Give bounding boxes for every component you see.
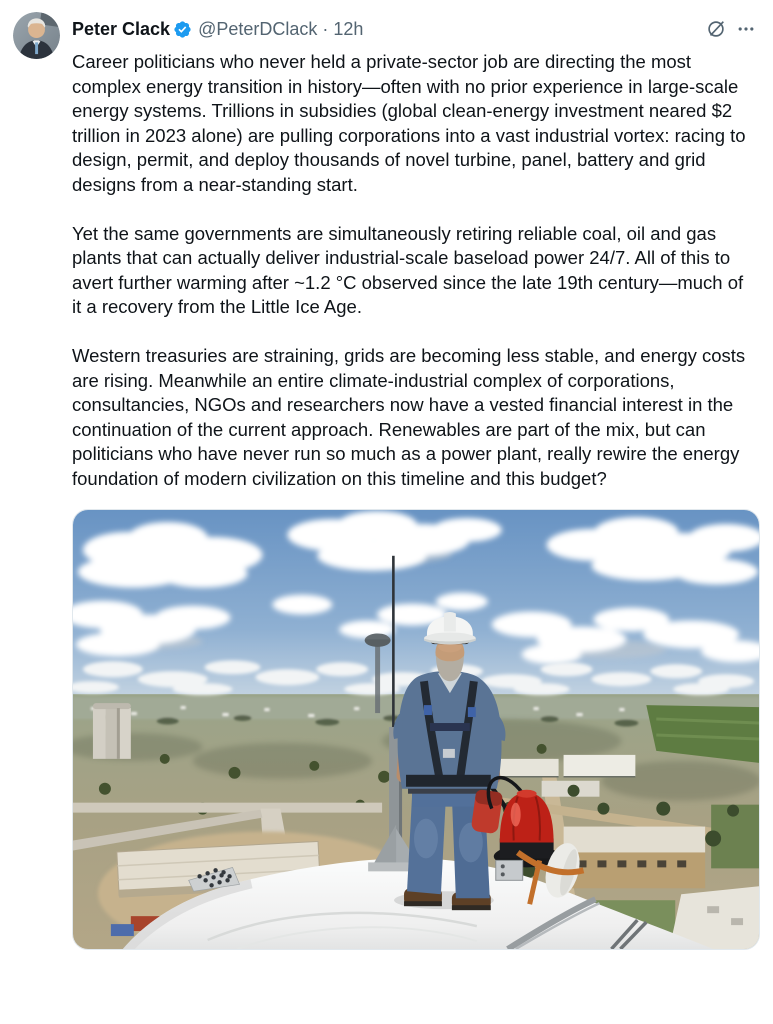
grok-actions-icon [705, 18, 727, 40]
tweet-text [72, 50, 748, 491]
wind-turbine-photo [73, 510, 759, 949]
separator-dot: · [322, 19, 329, 39]
avatar[interactable] [13, 12, 60, 59]
tweet-header [72, 14, 761, 44]
verified-badge-icon [173, 20, 192, 39]
timestamp[interactable]: 12h [333, 19, 364, 39]
grok-actions-button[interactable] [701, 14, 731, 44]
author-name[interactable]: Peter Clack [72, 19, 171, 39]
more-options-button[interactable] [731, 14, 761, 44]
tweet-text-paragraph: Yet the same governments are simultaneously retiring reliable coal, oil and gas plants that can actually deliver industrial-scale baseload power 24/7. All of this to avert further warming after ~1.2 °C observed since the late 19th century—much of it a recovery from the Little Ice Age. [72, 222, 744, 317]
tweet-text-paragraph: Career politicians who never held a private-sector job are directing the most complex energy transition in history—often with no prior experience in large-scale energy systems. Trillions in subsidies (global clean-energy investment neared $2 trillion in 2023 alone) are pulling corporations into a vast industrial vortex: racing to design, permit, and deploy thousands of novel turbine, panel, battery and grid designs from a near-standing start. [72, 51, 746, 195]
avatar-photo [13, 12, 60, 59]
tweet-photo[interactable] [72, 509, 760, 950]
more-options-icon [736, 19, 756, 39]
author-handle[interactable]: @PeterDClack [198, 19, 318, 39]
tweet-text-paragraph: Western treasuries are straining, grids are becoming less stable, and energy costs are rising. Meanwhile an entire climate-industrial complex of corporations, consultancies, NGOs and researchers now have a vested financial interest in the continuation of the current approach. Renewables are part of the mix, but can politicians who have never run so much as a power plant, really rewire the energy foundation of modern civilization on this timeline and this budget? [72, 345, 746, 489]
